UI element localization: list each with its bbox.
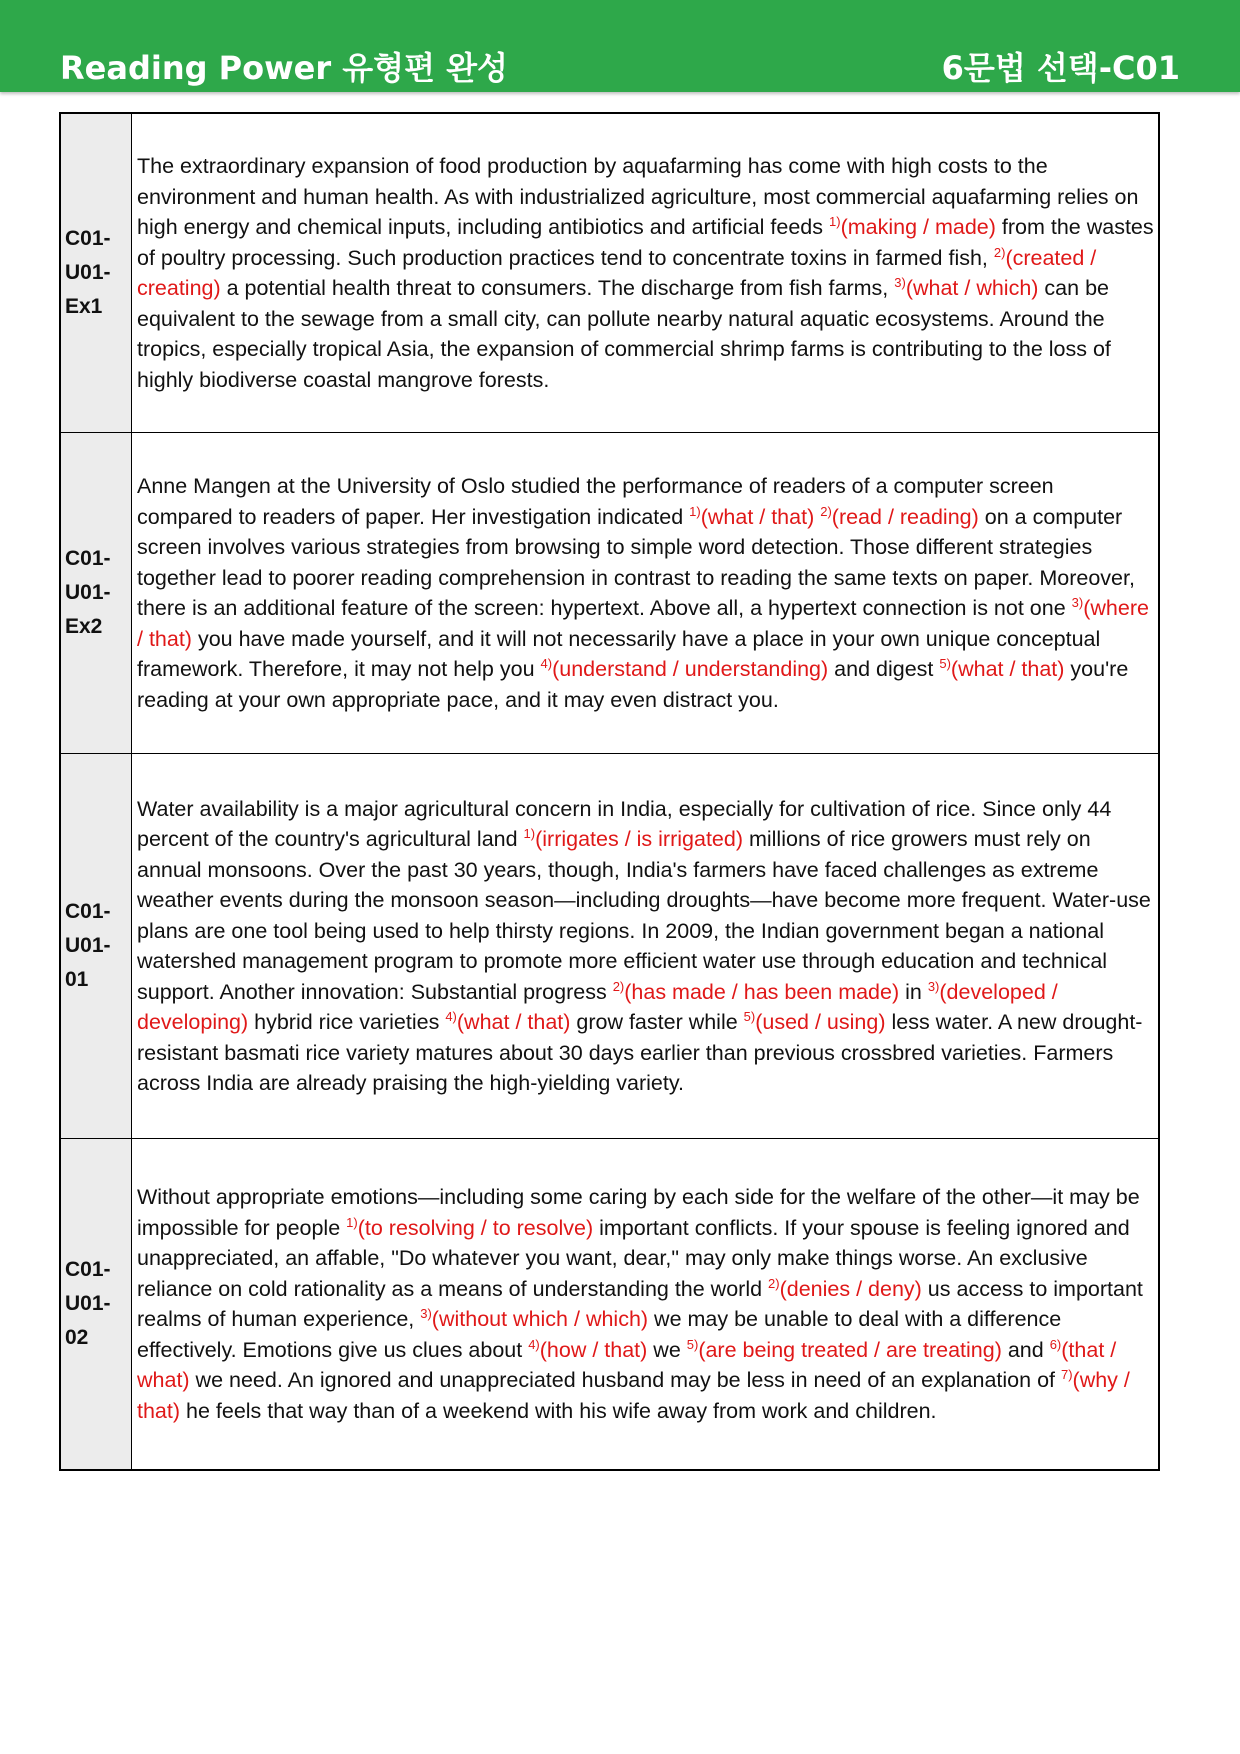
blank-choice: $^{1)}$(making / made) [829, 213, 996, 239]
blank-choice: $^{3)}$(without which / which) [420, 1305, 649, 1331]
page-header [0, 0, 1240, 92]
blank-choice: $^{1)}$(to resolving / to resolve) [346, 1214, 594, 1240]
blank-choice: $^{2)}$(created / creating) [137, 244, 1097, 300]
blank-choice: $^{7)}$(why / that) [137, 1366, 1130, 1423]
blank-choice: $^{5)}$(are being treated / are treating) [686, 1336, 1002, 1362]
row-label: C01- U01- 01 [60, 754, 132, 1139]
blank-choice: $^{1)}$(irrigates / is irrigated) [523, 825, 743, 851]
row-label: C01- U01- Ex2 [60, 433, 132, 754]
blank-choice: $^{2)}$(denies / deny) [768, 1275, 922, 1301]
table-row [60, 1139, 1159, 1471]
passage-text: The extraordinary expansion of food production by aquafarming has come with high costs to the environment and human health. As with industrialized agriculture, most commercial aquafarming relies on high energy and chemical inputs, including antibiotics and artificial feeds $^{1)}$(making / made) from the wastes of poultry processing. Such production practices tend to concentrate toxins in farmed fish, $^{2)}$(created / creating) a potential health threat to consumers. The discharge from fish farms, $^{3)}$(what / which) can be equivalent to the sewage from a small city, can pollute nearby natural aquatic ecosystems. Around the tropics, especially tropical Asia, the expansion of commercial shrimp farms is contributing to the loss of highly biodiverse coastal mangrove forests. [132, 113, 1160, 433]
blank-choice: $^{3)}$(developed / developing) [137, 978, 1058, 1034]
blank-choice: $^{4)}$(how / that) [528, 1336, 648, 1362]
section-code: 6문법 선택-C01 [941, 49, 1180, 87]
passage-text: Water availability is a major agricultural concern in India, especially for cultivation of rice. Since only 44 percent of the country's agricultural land $^{1)}$(irrigates / is irrigated) millions of rice growers must rely on annual monsoons. Over the past 30 years, though, India's farmers have faced challenges as extreme weather events during the monsoon season—including droughts—have become more frequent. Water-use plans are one tool being used to help thirsty regions. In 2009, the Indian government began a national watershed management program to promote more efficient water use through education and technical support. Another innovation: Substantial progress $^{2)}$(has made / has been made) in $^{3)}$(developed / developing) hybrid rice varieties $^{4)}$(what / that) grow faster while $^{5)}$(used / using) less water. A new drought-resistant basmati rice variety matures about 30 days earlier than previous crossbred varieties. Farmers across India are already praising the high-yielding variety. [132, 754, 1160, 1139]
passage-text: Anne Mangen at the University of Oslo studied the performance of readers of a computer screen compared to readers of paper. Her investigation indicated $^{1)}$(what / that) $^{2)}$(read / reading) on a computer screen involves various strategies from browsing to simple word detection. Those different strategies together lead to poorer reading comprehension in contrast to reading the same texts on paper. Moreover, there is an additional feature of the screen: hypertext. Above all, a hypertext connection is not one $^{3)}$(where / that) you have made yourself, and it will not necessarily have a place in your own unique conceptual framework. Therefore, it may not help you $^{4)}$(understand / understanding) and digest $^{5)}$(what / that) you're reading at your own appropriate pace, and it may even distract you. [132, 433, 1160, 754]
table-row [60, 113, 1159, 433]
table-row [60, 433, 1159, 754]
blank-choice: $^{2)}$(read / reading) [820, 503, 979, 529]
blank-choice: $^{5)}$(used / using) [743, 1008, 886, 1034]
blank-choice: $^{2)}$(has made / has been made) [612, 978, 900, 1004]
blank-choice: $^{4)}$(what / that) [445, 1008, 571, 1034]
book-title: Reading Power 유형편 완성 [60, 49, 508, 87]
passage-text: Without appropriate emotions—including some caring by each side for the welfare of the other—it may be impossible for people $^{1)}$(to resolving / to resolve) important conflicts. If your spouse is feeling ignored and unappreciated, an affable, "Do whatever you want, dear," may only make things worse. An exclusive reliance on cold rationality as a means of understanding the world $^{2)}$(denies / deny) us access to important realms of human experience, $^{3)}$(without which / which) we may be unable to deal with a difference effectively. Emotions give us clues about $^{4)}$(how / that) we $^{5)}$(are being treated / are treating) and $^{6)}$(that / what) we need. An ignored and unappreciated husband may be less in need of an explanation of $^{7)}$(why / that) he feels that way than of a weekend with his wife away from work and children. [132, 1139, 1160, 1471]
table-row [60, 754, 1159, 1139]
blank-choice: $^{4)}$(understand / understanding) [540, 655, 829, 681]
question-table [59, 112, 1160, 1471]
blank-choice: $^{6)}$(that / what) [137, 1336, 1117, 1392]
row-label: C01- U01- 02 [60, 1139, 132, 1471]
row-label: C01- U01- Ex1 [60, 113, 132, 433]
blank-choice: $^{3)}$(what / which) [894, 274, 1039, 300]
blank-choice: $^{5)}$(what / that) [939, 655, 1065, 681]
blank-choice: $^{3)}$(where / that) [137, 594, 1149, 651]
blank-choice: $^{1)}$(what / that) [689, 503, 815, 529]
